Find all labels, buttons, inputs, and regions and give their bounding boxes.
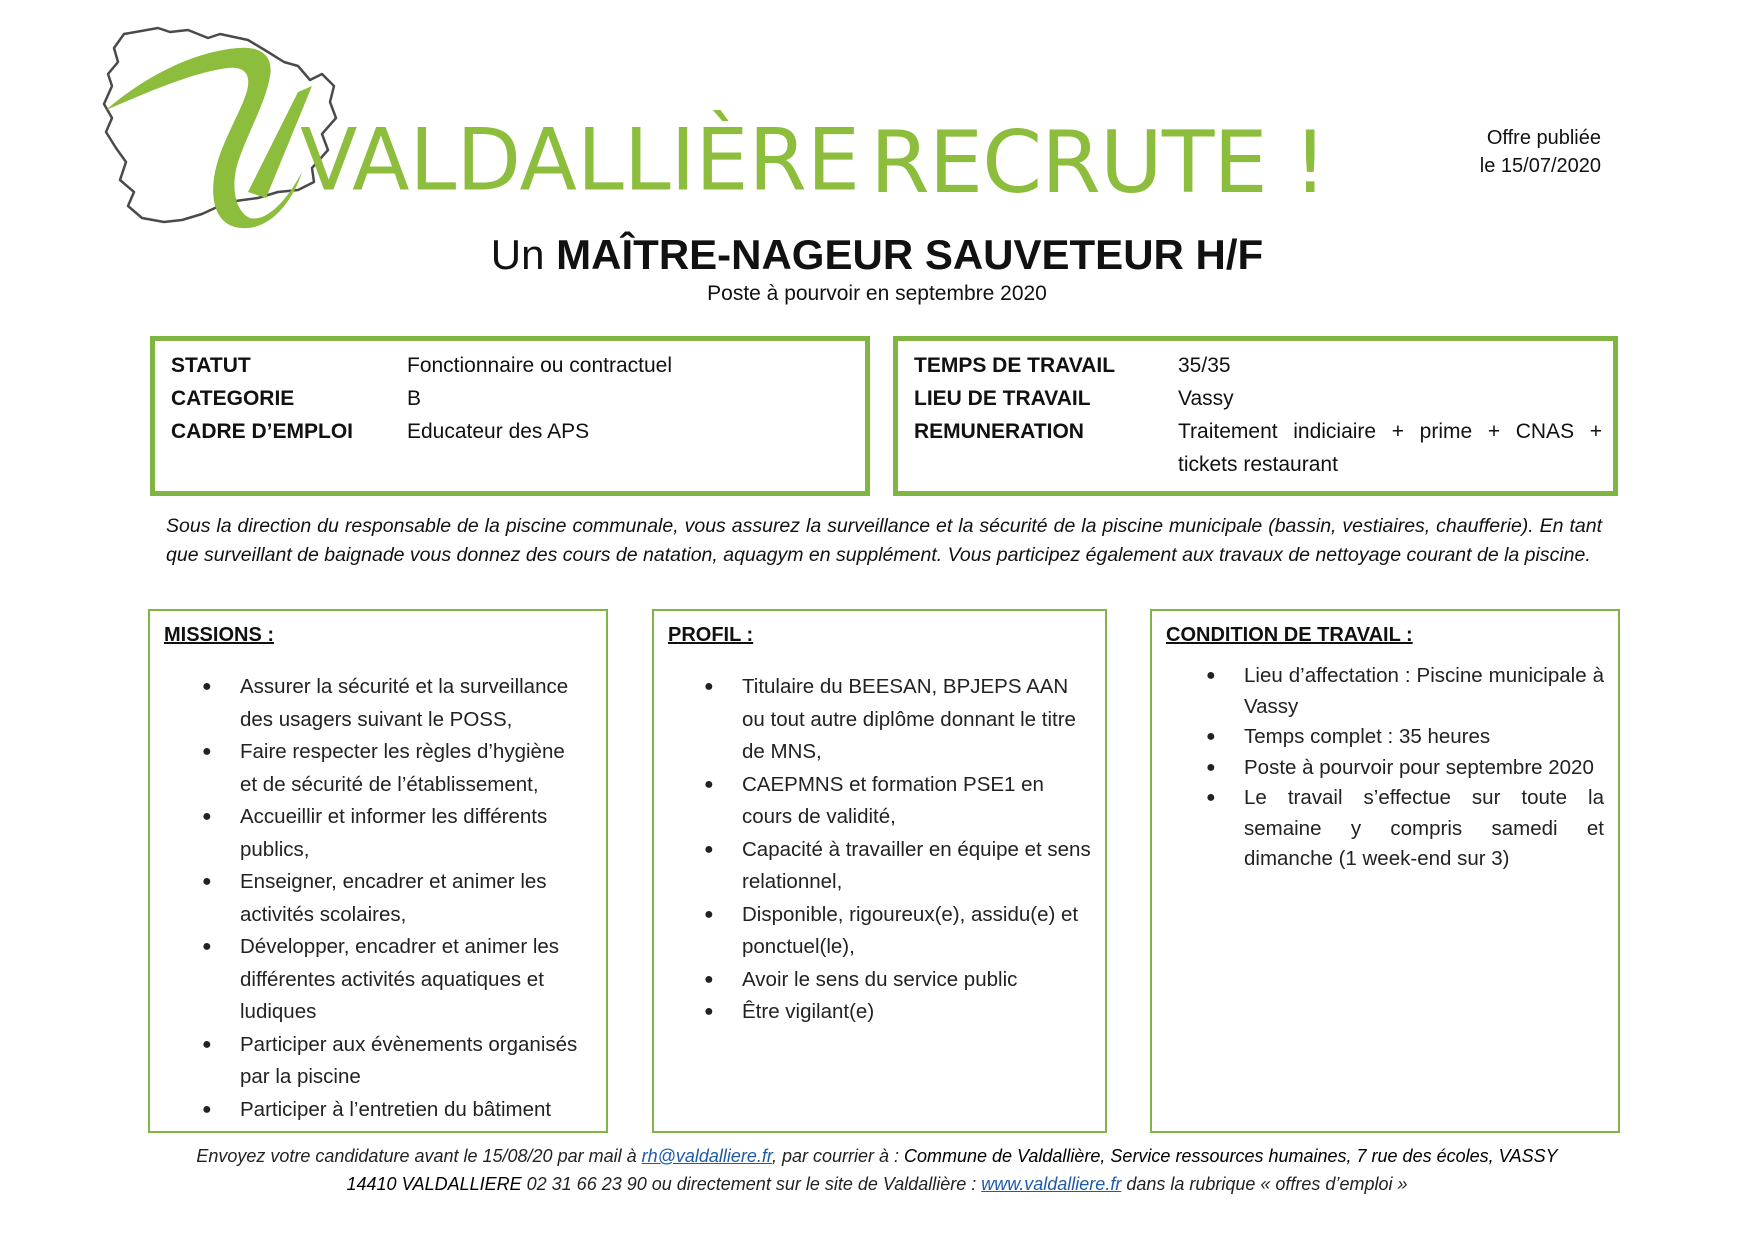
list-item: ● CAEPMNS et formation PSE1 en cours de validité, [742,769,1092,834]
info-box-work [893,336,1618,496]
list-item: ● Temps complet : 35 heures [1244,722,1604,753]
footer-text: 02 31 66 23 90 ou directement sur le site de Valdallière : [521,1174,982,1194]
bullet-icon: ● [704,905,714,923]
bullet-icon: ● [1206,758,1216,776]
missions-list [202,671,585,1126]
job-title-prefix: Un [490,231,545,278]
list-item: ● Capacité à travailler en équipe et sens relationnel, [742,834,1092,899]
intro-paragraph: Sous la direction du responsable de la piscine communale, vous assurez la surveillance et la sécurité de la piscine municipale (bassin, vestiaires, chaufferie). En tant que surveillant de baignade vous donnez des cours de natation, aquagym en supplément. Vous participez également aux travaux de nettoyage courant de la piscine. [166,515,1602,566]
footer-address: Commune de Valdallière, Service ressources humaines, 7 rue des écoles, VASSY [903,1146,1558,1166]
footer-text: Envoyez votre candidature avant le 15/08/20 par mail à [196,1146,642,1166]
footer-text: dans la rubrique « offres d’emploi » [1121,1174,1408,1194]
list-item: ● Disponible, rigoureux(e), assidu(e) et ponctuel(le), [742,899,1092,964]
info-label-temps: TEMPS DE TRAVAIL [914,354,1116,377]
bullet-icon: ● [704,678,714,695]
list-item: ● Faire respecter les règles d’hygiène et de sécurité de l’établissement, [240,736,585,801]
list-item: ● Enseigner, encadrer et animer les activités scolaires, [240,866,585,931]
list-item: ● Lieu d’affectation : Piscine municipale à Vassy [1244,661,1604,722]
info-label-lieu: LIEU DE TRAVAIL [914,387,1091,410]
bullet-icon: ● [1206,789,1216,806]
job-title-name: MAÎTRE-NAGEUR SAUVETEUR H/F [556,231,1264,278]
bullet-icon: ● [704,1003,714,1020]
bullet-icon: ● [202,808,212,825]
info-label-categorie: CATEGORIE [171,387,295,410]
missions-heading: MISSIONS : [164,624,275,646]
list-item: ● Avoir le sens du service public [742,964,1092,997]
list-item: ● Participer aux évènements organisés par la piscine [240,1029,585,1094]
bullet-icon: ● [202,873,212,890]
info-value-cadre: Educateur des APS [407,420,590,443]
bullet-icon: ● [202,678,212,695]
info-box-status [150,336,870,496]
info-label-remuneration: REMUNERATION [914,420,1084,443]
list-item: ● Titulaire du BEESAN, BPJEPS AAN ou tout autre diplôme donnant le titre de MNS, [742,671,1092,769]
info-label-statut: STATUT [171,354,251,377]
profil-panel [652,609,1107,1133]
footer-address-postcode: 14410 VALDALLIERE [346,1174,522,1194]
bullet-icon: ● [202,1100,212,1118]
footer-line-2 [0,1170,1754,1198]
application-footer [0,1142,1754,1198]
missions-panel [148,609,608,1133]
list-item: ● Assurer la sécurité et la surveillance des usagers suivant le POSS, [240,671,585,736]
conditions-panel [1150,609,1620,1133]
email-link[interactable]: rh@valdalliere.fr [641,1146,772,1166]
info-value-lieu: Vassy [1178,387,1234,410]
bullet-icon: ● [1206,667,1216,684]
footer-line-1 [0,1142,1754,1170]
brand-tagline: RECRUTE ! [870,113,1327,213]
info-value-statut: Fonctionnaire ou contractuel [407,354,672,377]
bullet-icon: ● [1206,728,1216,745]
brand-name: VALDALLIÈRE [300,110,860,210]
conditions-list [1206,661,1604,875]
info-value-categorie: B [407,387,422,410]
list-item: ● Participer à l’entretien du bâtiment [240,1094,585,1127]
published-label: Offre publiée [1486,127,1601,149]
list-item: ● Développer, encadrer et animer les différentes activités aquatiques et ludiques [240,931,585,1029]
bullet-icon: ● [202,1035,212,1053]
conditions-heading: CONDITION DE TRAVAIL : [1166,624,1413,646]
info-value-remuneration: Traitement indiciaire + prime + CNAS + [1178,420,1602,443]
green-swoosh-icon [106,48,302,228]
bullet-icon: ● [202,938,212,955]
list-item: ● Poste à pourvoir pour septembre 2020 [1244,753,1604,784]
publication-date [1480,124,1601,180]
bullet-icon: ● [202,743,212,760]
job-subtitle: Poste à pourvoir en septembre 2020 [707,282,1047,305]
bullet-icon: ● [704,775,714,793]
list-item: ● Accueillir et informer les différents publics, [240,801,585,866]
published-date: le 15/07/2020 [1479,155,1601,177]
info-value-temps: 35/35 [1178,354,1231,377]
info-value-remuneration-cont: tickets restaurant [1178,453,1338,476]
profil-list [704,671,1092,1029]
list-item: ● Être vigilant(e) [742,996,1092,1029]
bullet-icon: ● [704,840,714,858]
profil-heading: PROFIL : [668,624,754,646]
job-title [0,230,1754,280]
website-link[interactable]: www.valdalliere.fr [981,1174,1122,1194]
info-label-cadre: CADRE D’EMPLOI [171,420,354,443]
bullet-icon: ● [704,970,714,988]
list-item: ● Le travail s’effectue sur toute la semaine y compris samedi et dimanche (1 week-end sur 3) [1244,783,1604,875]
footer-text: , par courrier à : [771,1146,904,1166]
